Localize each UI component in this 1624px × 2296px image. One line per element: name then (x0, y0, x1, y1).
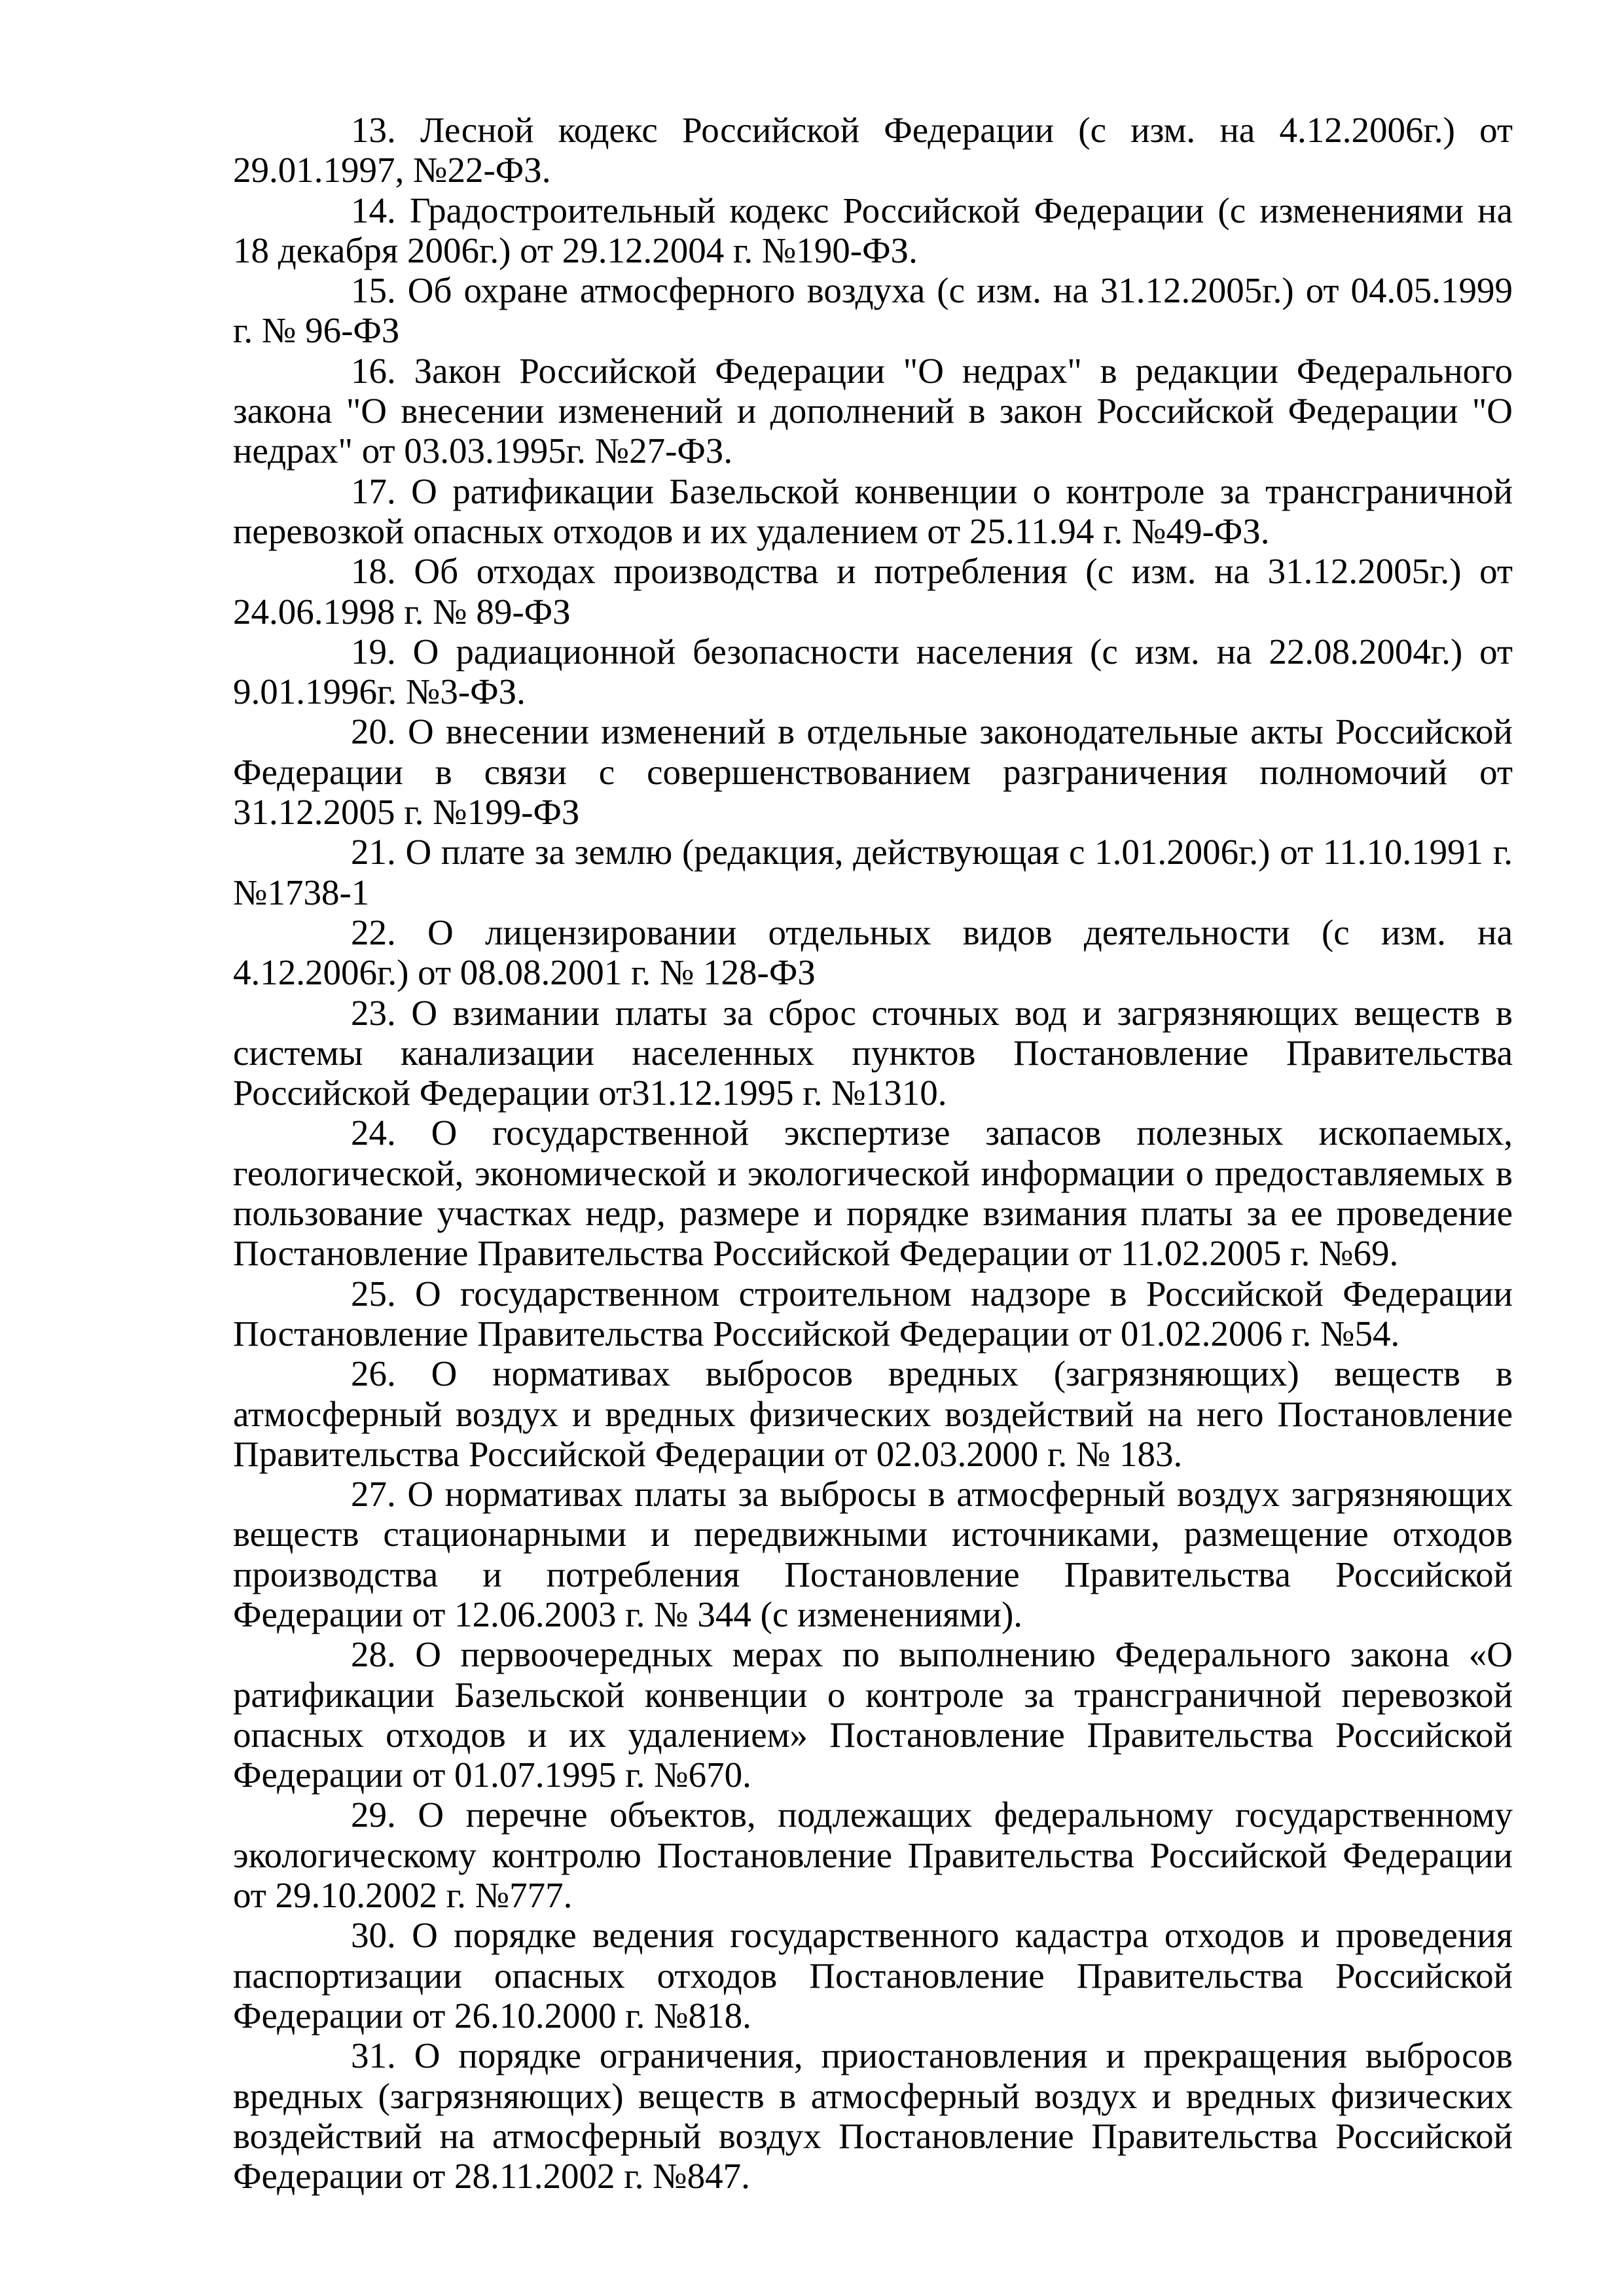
list-item: 14. Градостроительный кодекс Российской Федерации (с изменениями на 18 декабря 2006г.) от 29.12.2004 г. №190-ФЗ. (233, 190, 1513, 270)
list-item: 28. О первоочередных мерах по выполнению Федерального закона «О ратификации Базельской конвенции о контроле за трансграничной перевозкой опасных отходов и их удалением» Постановление Правительства Российской Федерации от 01.07.1995 г. №670. (233, 1634, 1513, 1795)
list-item: 19. О радиационной безопасности населения (с изм. на 22.08.2004г.) от 9.01.1996г. №3-ФЗ. (233, 631, 1513, 712)
list-item: 30. О порядке ведения государственного кадастра отходов и проведения паспортизации опасных отходов Постановление Правительства Российской Федерации от 26.10.2000 г. №818. (233, 1915, 1513, 2036)
list-item: 20. О внесении изменений в отдельные законодательные акты Российской Федерации в связи с совершенствованием разграничения полномочий от 31.12.2005 г. №199-ФЗ (233, 711, 1513, 833)
list-item: 16. Закон Российской Федерации "О недрах" в редакции Федерального закона "О внесении изменений и дополнений в закон Российской Федерации "О недрах" от 03.03.1995г. №27-ФЗ. (233, 350, 1513, 471)
list-item: 21. О плате за землю (редакция, действующая с 1.01.2006г.) от 11.10.1991 г. №1738-1 (233, 832, 1513, 912)
list-item: 25. О государственном строительном надзоре в Российской Федерации Постановление Правительства Российской Федерации от 01.02.2006 г. №54. (233, 1273, 1513, 1354)
list-item: 15. Об охране атмосферного воздуха (с изм. на 31.12.2005г.) от 04.05.1999 г. № 96-ФЗ (233, 270, 1513, 351)
list-item: 18. Об отходах производства и потребления (с изм. на 31.12.2005г.) от 24.06.1998 г. № 89-ФЗ (233, 551, 1513, 632)
list-item: 22. О лицензировании отдельных видов деятельности (с изм. на 4.12.2006г.) от 08.08.2001 г. № 128-ФЗ (233, 912, 1513, 993)
list-item: 31. О порядке ограничения, приостановления и прекращения выбросов вредных (загрязняющих) веществ в атмосферный воздух и вредных физических воздействий на атмосферный воздух Постановление Правительства Российской Федерации от 28.11.2002 г. №847. (233, 2036, 1513, 2197)
list-item: 24. О государственной экспертизе запасов полезных ископаемых, геологической, экономической и экологической информации о предоставляемых в пользование участках недр, размере и порядке взимания платы за ее проведение Постановление Правительства Российской Федерации от 11.02.2005 г. №69. (233, 1113, 1513, 1274)
list-item: 26. О нормативах выбросов вредных (загрязняющих) веществ в атмосферный воздух и вредных физических воздействий на него Постановление Правительства Российской Федерации от 02.03.2000 г. № 183. (233, 1354, 1513, 1474)
list-item: 27. О нормативах платы за выбросы в атмосферный воздух загрязняющих веществ стационарными и передвижными источниками, размещение отходов производства и потребления Постановление Правительства Российской Федерации от 12.06.2003 г. № 344 (с изменениями). (233, 1474, 1513, 1634)
list-item: 29. О перечне объектов, подлежащих федеральному государственному экологическому контролю Постановление Правительства Российской Федерации от 29.10.2002 г. №777. (233, 1795, 1513, 1916)
list-item: 13. Лесной кодекс Российской Федерации (с изм. на 4.12.2006г.) от 29.01.1997, №22-ФЗ. (233, 110, 1513, 190)
list-item: 17. О ратификации Базельской конвенции о контроле за трансграничной перевозкой опасных отходов и их удалением от 25.11.94 г. №49-ФЗ. (233, 471, 1513, 551)
list-item: 23. О взимании платы за сброс сточных вод и загрязняющих веществ в системы канализации населенных пунктов Постановление Правительства Российской Федерации от31.12.1995 г. №1310. (233, 992, 1513, 1113)
document-page (233, 110, 1513, 2196)
